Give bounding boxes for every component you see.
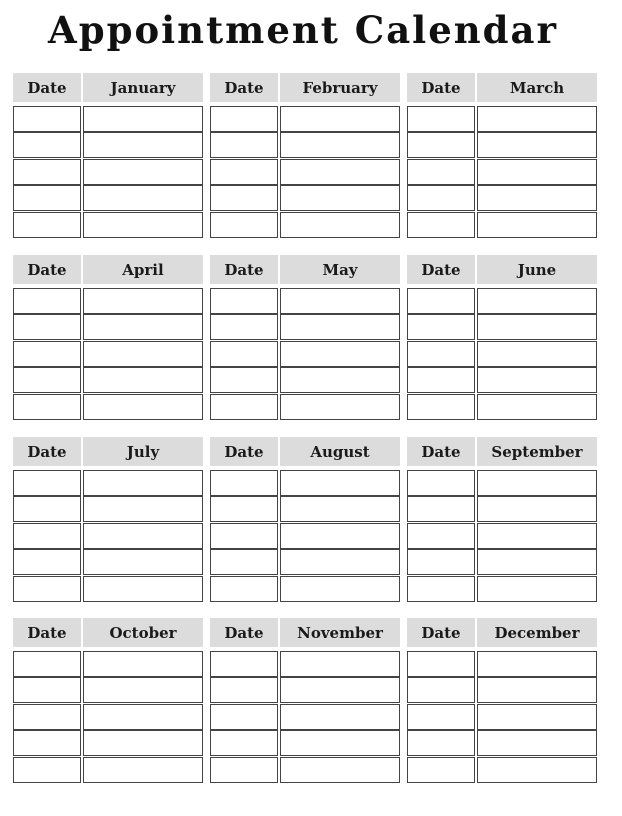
month-header: January [83,73,203,102]
date-header: Date [13,73,81,102]
date-cell[interactable] [407,576,475,602]
appointment-cell[interactable] [83,159,203,185]
date-cell[interactable] [210,132,278,158]
date-cell[interactable] [210,576,278,602]
month-block-march [407,73,597,239]
date-cell[interactable] [13,288,81,314]
appointment-cell[interactable] [477,576,597,602]
appointment-cell[interactable] [477,470,597,496]
appointment-cell[interactable] [280,523,400,549]
date-header: Date [13,437,81,466]
appointment-cell[interactable] [477,132,597,158]
month-header: September [477,437,597,466]
date-cell[interactable] [13,523,81,549]
appointment-cell[interactable] [83,549,203,575]
date-cell[interactable] [13,106,81,132]
appointment-cell[interactable] [83,185,203,211]
appointment-cell[interactable] [83,677,203,703]
date-cell[interactable] [210,470,278,496]
date-cell[interactable] [407,730,475,756]
appointment-cell[interactable] [477,367,597,393]
date-cell[interactable] [210,367,278,393]
appointment-cell[interactable] [477,288,597,314]
page-title: Appointment Calendar [48,8,558,52]
month-block-september [407,437,597,603]
date-cell[interactable] [407,341,475,367]
date-cell[interactable] [210,523,278,549]
appointment-cell[interactable] [280,730,400,756]
date-cell[interactable] [407,496,475,522]
appointment-cell[interactable] [477,523,597,549]
date-cell[interactable] [210,677,278,703]
date-cell[interactable] [210,757,278,783]
date-cell[interactable] [13,677,81,703]
month-block-october [13,618,203,784]
date-cell[interactable] [13,730,81,756]
appointment-cell[interactable] [83,730,203,756]
date-header: Date [210,437,278,466]
month-block-november [210,618,400,784]
appointment-cell[interactable] [83,341,203,367]
appointment-cell[interactable] [477,677,597,703]
date-cell[interactable] [13,132,81,158]
appointment-cell[interactable] [280,159,400,185]
appointment-cell[interactable] [83,704,203,730]
appointment-cell[interactable] [477,704,597,730]
month-header: June [477,255,597,284]
date-header: Date [407,255,475,284]
date-cell[interactable] [407,549,475,575]
date-header: Date [407,437,475,466]
date-header: Date [210,73,278,102]
date-cell[interactable] [210,314,278,340]
month-block-february [210,73,400,239]
month-block-april [13,255,203,421]
appointment-cell[interactable] [477,549,597,575]
appointment-cell[interactable] [477,106,597,132]
date-cell[interactable] [13,757,81,783]
appointment-cell[interactable] [280,185,400,211]
date-cell[interactable] [407,314,475,340]
date-cell[interactable] [407,651,475,677]
date-header: Date [407,73,475,102]
appointment-cell[interactable] [83,757,203,783]
month-header: March [477,73,597,102]
appointment-cell[interactable] [280,212,400,238]
date-cell[interactable] [407,185,475,211]
date-header: Date [210,255,278,284]
date-cell[interactable] [210,185,278,211]
appointment-cell[interactable] [477,159,597,185]
date-cell[interactable] [210,549,278,575]
date-cell[interactable] [13,212,81,238]
date-cell[interactable] [210,106,278,132]
appointment-cell[interactable] [83,212,203,238]
date-cell[interactable] [13,549,81,575]
appointment-cell[interactable] [280,106,400,132]
date-cell[interactable] [13,496,81,522]
appointment-cell[interactable] [280,394,400,420]
date-cell[interactable] [210,496,278,522]
appointment-cell[interactable] [477,651,597,677]
appointment-cell[interactable] [280,576,400,602]
month-block-january [13,73,203,239]
appointment-cell[interactable] [280,677,400,703]
month-header: November [280,618,400,647]
date-cell[interactable] [13,470,81,496]
date-cell[interactable] [210,288,278,314]
date-cell[interactable] [407,523,475,549]
month-block-december [407,618,597,784]
date-cell[interactable] [210,212,278,238]
date-cell[interactable] [210,159,278,185]
appointment-cell[interactable] [83,576,203,602]
date-header: Date [13,255,81,284]
date-cell[interactable] [210,651,278,677]
appointment-cell[interactable] [280,651,400,677]
month-header: May [280,255,400,284]
date-cell[interactable] [407,394,475,420]
date-header: Date [407,618,475,647]
appointment-cell[interactable] [83,496,203,522]
appointment-cell[interactable] [477,185,597,211]
date-cell[interactable] [13,367,81,393]
appointment-cell[interactable] [83,106,203,132]
appointment-cell[interactable] [83,367,203,393]
month-header: April [83,255,203,284]
appointment-cell[interactable] [477,212,597,238]
date-header: Date [13,618,81,647]
date-cell[interactable] [407,704,475,730]
date-cell[interactable] [13,704,81,730]
date-cell[interactable] [13,651,81,677]
appointment-cell[interactable] [477,496,597,522]
month-header: July [83,437,203,466]
month-header: October [83,618,203,647]
appointment-cell[interactable] [280,367,400,393]
month-header: August [280,437,400,466]
date-cell[interactable] [407,212,475,238]
date-cell[interactable] [407,367,475,393]
date-cell[interactable] [210,394,278,420]
date-cell[interactable] [13,341,81,367]
appointment-cell[interactable] [280,470,400,496]
appointment-cell[interactable] [280,288,400,314]
month-block-july [13,437,203,603]
appointment-cell[interactable] [280,496,400,522]
appointment-cell[interactable] [280,314,400,340]
date-cell[interactable] [13,185,81,211]
appointment-cell[interactable] [477,314,597,340]
date-header: Date [210,618,278,647]
appointment-cell[interactable] [280,132,400,158]
appointment-cell[interactable] [477,730,597,756]
date-cell[interactable] [407,757,475,783]
appointment-cell[interactable] [83,314,203,340]
appointment-cell[interactable] [83,470,203,496]
date-cell[interactable] [13,576,81,602]
date-cell[interactable] [407,106,475,132]
appointment-cell[interactable] [83,288,203,314]
month-block-may [210,255,400,421]
date-cell[interactable] [13,394,81,420]
date-cell[interactable] [407,288,475,314]
date-cell[interactable] [13,314,81,340]
appointment-cell[interactable] [83,132,203,158]
appointment-cell[interactable] [477,394,597,420]
appointment-cell[interactable] [280,704,400,730]
appointment-cell[interactable] [83,394,203,420]
date-cell[interactable] [210,341,278,367]
appointment-cell[interactable] [477,341,597,367]
month-block-june [407,255,597,421]
date-cell[interactable] [407,159,475,185]
date-cell[interactable] [13,159,81,185]
date-cell[interactable] [210,730,278,756]
appointment-cell[interactable] [83,523,203,549]
appointment-cell[interactable] [280,341,400,367]
appointment-cell[interactable] [280,757,400,783]
date-cell[interactable] [407,132,475,158]
month-header: December [477,618,597,647]
date-cell[interactable] [407,470,475,496]
appointment-cell[interactable] [477,757,597,783]
date-cell[interactable] [407,677,475,703]
month-header: February [280,73,400,102]
date-cell[interactable] [210,704,278,730]
month-block-august [210,437,400,603]
appointment-cell[interactable] [83,651,203,677]
appointment-cell[interactable] [280,549,400,575]
